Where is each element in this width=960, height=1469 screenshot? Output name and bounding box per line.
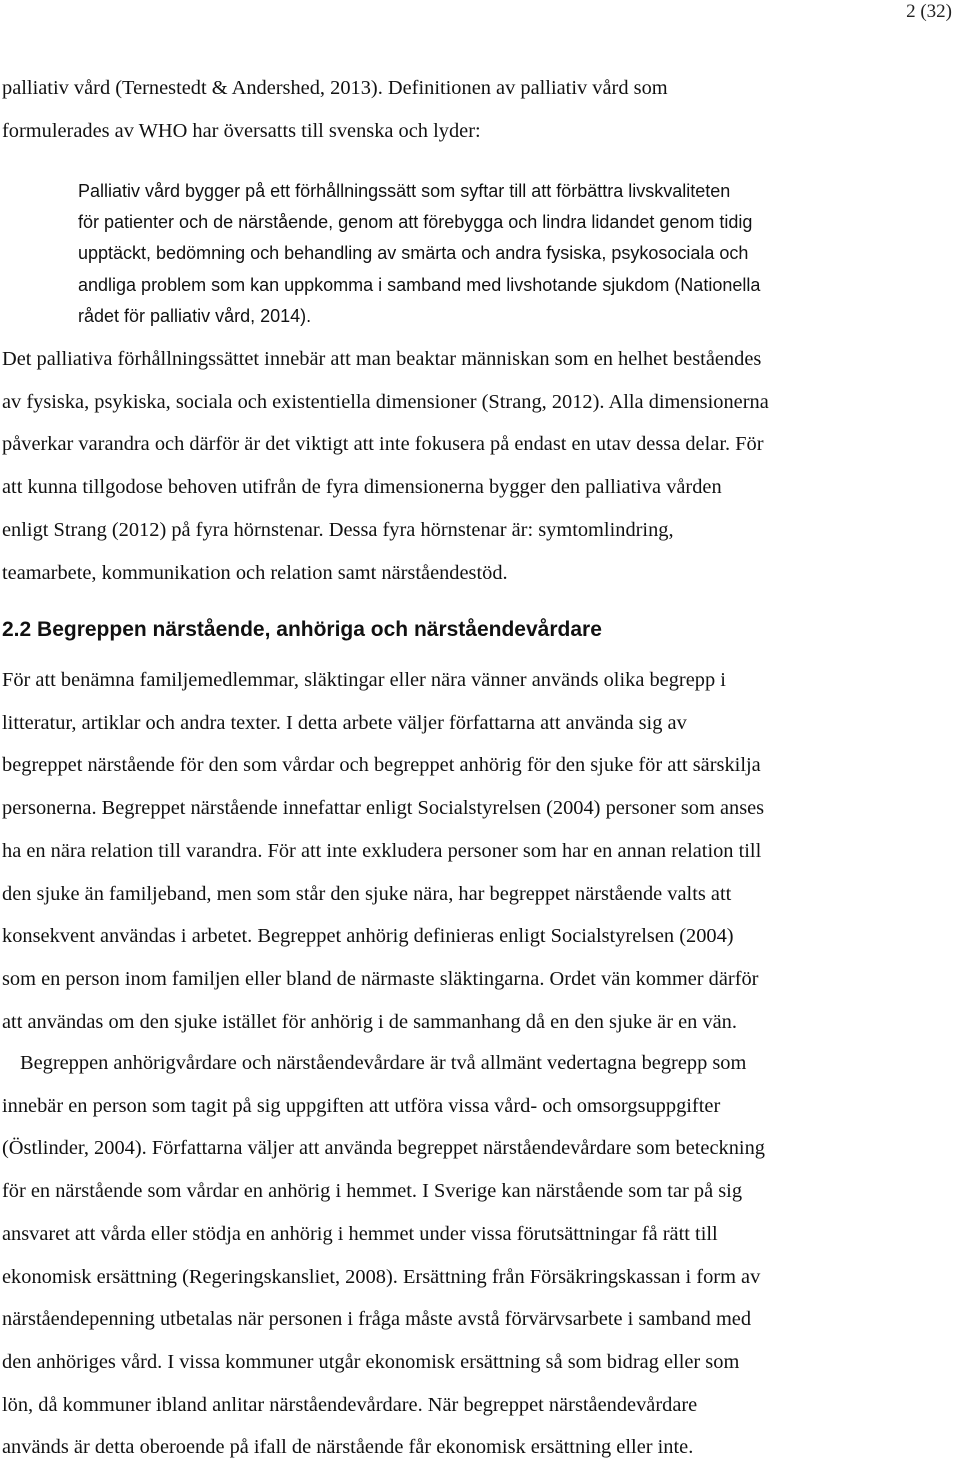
text-line: ekonomisk ersättning (Regeringskansliet, 2008). Ersättning från Försäkringskassan i form av (2, 1265, 761, 1288)
paragraph-4 (2, 1042, 954, 1469)
text-line: ha en nära relation till varandra. För att inte exkludera personer som har en annan relation till (2, 839, 762, 862)
quote-line: andliga problem som kan uppkomma i samband med livshotande sjukdom (Nationella (78, 274, 761, 295)
quote-line: för patienter och de närstående, genom att förebygga och lindra lidandet genom tidig (78, 212, 753, 233)
text-line: konsekvent användas i arbetet. Begreppet anhörig definieras enligt Socialstyrelsen (2004) (2, 925, 734, 948)
text-line: närståendepenning utbetalas när personen i fråga måste avstå förvärvsarbete i samband med (2, 1308, 752, 1331)
text-line: den anhöriges vård. I vissa kommuner utgår ekonomisk ersättning så som bidrag eller som (2, 1350, 740, 1373)
quote-line: rådet för palliativ vård, 2014). (78, 305, 312, 326)
text-line: personerna. Begreppet närstående innefattar enligt Socialstyrelsen (2004) personer som anses (2, 797, 765, 820)
block-quote (78, 176, 954, 332)
paragraph-2 (2, 338, 954, 594)
text-line: påverkar varandra och därför är det viktigt att inte fokusera på endast en utav dessa delar. För (2, 433, 764, 456)
paragraph-1 (2, 67, 954, 152)
text-line: enligt Strang (2012) på fyra hörnstenar. Dessa fyra hörnstenar är: symtomlindring, (2, 518, 674, 541)
text-line: av fysiska, psykiska, sociala och existentiella dimensioner (Strang, 2012). Alla dimensionerna (2, 390, 769, 413)
quote-line: Palliativ vård bygger på ett förhållningssätt som syftar till att förbättra livskvaliteten (78, 181, 731, 201)
text-line: formulerades av WHO har översatts till svenska och lyder: (2, 119, 481, 142)
paragraph-3 (2, 659, 954, 1043)
text-line: Det palliativa förhållningssättet innebär att man beaktar människan som en helhet beståendes (2, 348, 762, 370)
text-line: som en person inom familjen eller bland de närmaste släktingarna. Ordet vän kommer därför (2, 967, 759, 990)
page-number: 2 (32) (906, 1, 952, 22)
text-line: att kunna tillgodose behoven utifrån de fyra dimensionerna bygger den palliativa vården (2, 476, 722, 499)
text-line: begreppet närstående för den som vårdar och begreppet anhörig för den sjuke för att särskilja (2, 754, 761, 777)
text-line: att användas om den sjuke istället för anhörig i de sammanhang då en den sjuke är en vän. (2, 1010, 737, 1033)
text-line: litteratur, artiklar och andra texter. I detta arbete väljer författarna att använda sig av (2, 711, 687, 734)
section-heading: 2.2 Begreppen närstående, anhöriga och närståendevårdare (2, 618, 602, 641)
text-line: För att benämna familjemedlemmar, släktingar eller nära vänner används olika begrepp i (2, 669, 726, 691)
text-line: för en närstående som vårdar en anhörig i hemmet. I Sverige kan närstående som tar på sig (2, 1180, 743, 1203)
text-line: innebär en person som tagit på sig uppgiften att utföra vissa vård- och omsorgsuppgifter (2, 1094, 721, 1117)
text-line: palliativ vård (Ternestedt & Andershed, 2013). Definitionen av palliativ vård som (2, 77, 668, 99)
text-line: lön, då kommuner ibland anlitar närståendevårdare. När begreppet närståendevårdare (2, 1393, 698, 1416)
text-line: Begreppen anhörigvårdare och närståendevårdare är två allmänt vedertagna begrepp som (20, 1052, 747, 1074)
text-line: teamarbete, kommunikation och relation samt närståendestöd. (2, 561, 508, 584)
text-line: används är detta oberoende på ifall de närstående får ekonomisk ersättning eller inte. (2, 1436, 694, 1459)
quote-line: upptäckt, bedömning och behandling av smärta och andra fysiska, psykosociala och (78, 243, 749, 264)
text-line: (Östlinder, 2004). Författarna väljer att använda begreppet närståendevårdare som beteckning (2, 1137, 765, 1160)
text-line: ansvaret att vårda eller stödja en anhörig i hemmet under vissa förutsättningar få rätt till (2, 1222, 718, 1245)
text-line: den sjuke än familjeband, men som står den sjuke nära, har begreppet närstående valts att (2, 882, 732, 905)
